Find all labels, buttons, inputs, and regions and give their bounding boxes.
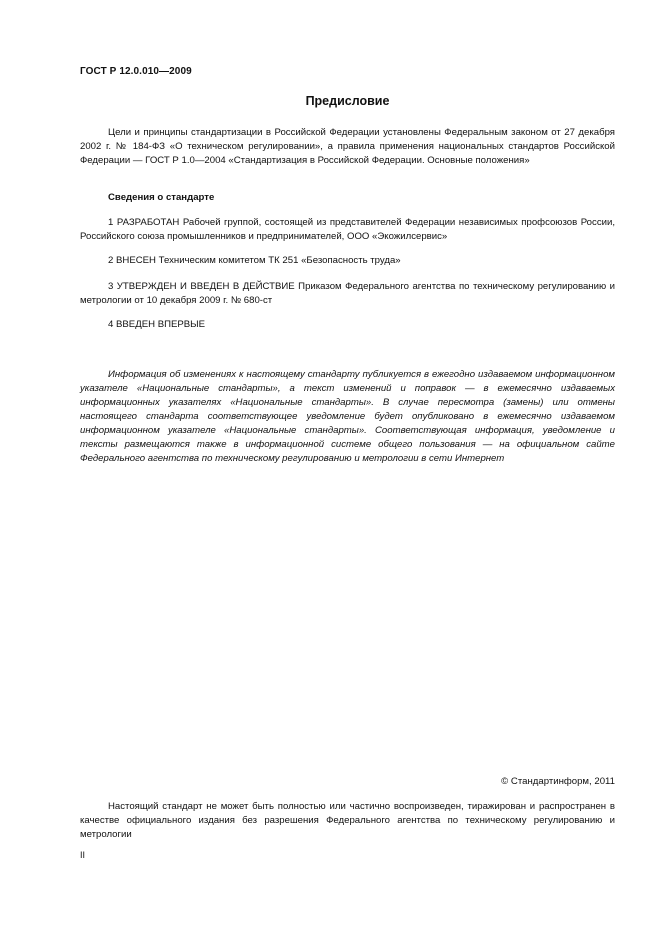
page-number: II — [80, 850, 86, 860]
copyright-line: © Стандартинформ, 2011 — [501, 776, 615, 787]
standard-item-4: 4 ВВЕДЕН ВПЕРВЫЕ — [108, 319, 206, 330]
document-header: ГОСТ Р 12.0.010—2009 — [80, 66, 192, 77]
notice-paragraph: Информация об изменениях к настоящему стандарту публикуется в ежегодно издаваемом информационном указателе «Национальные стандарты», а текст изменений и поправок — в ежемесячно издаваемых информационных указателях «Национальные стандарты». В случае пересмотра (замены) или отмены настоящего стандарта соответствующее уведомление будет опубликовано в ежемесячно издаваемом информационном указателе «Национальные стандарты». Соответствующая информация, уведомление и тексты размещаются также в информационной системе общего пользования — на официальном сайте Федерального агентства по техническому регулированию и метрологии в сети Интернет — [80, 369, 615, 464]
reproduction-notice: Настоящий стандарт не может быть полностью или частично воспроизведен, тиражирован и распространен в качестве официального издания без разрешения Федерального агентства по техническому регулированию и метрологии — [80, 801, 615, 840]
standard-item-1: 1 РАЗРАБОТАН Рабочей группой, состоящей из представителей Федерации независимых профсоюзов России, Российского союза промышленников и предпринимателей, ООО «Экожилсервис» — [80, 217, 615, 242]
standard-item-3: 3 УТВЕРЖДЕН И ВВЕДЕН В ДЕЙСТВИЕ Приказом Федерального агентства по техническому регулированию и метрологии от 10 декабря 2009 г. № 680-ст — [80, 281, 615, 306]
standard-item-2: 2 ВНЕСЕН Техническим комитетом ТК 251 «Безопасность труда» — [108, 255, 401, 266]
intro-paragraph: Цели и принципы стандартизации в Российской Федерации установлены Федеральным законом от 27 декабря 2002 г. № 184-ФЗ «О техническом регулировании», а правила применения национальных стандартов Российской Федерации — ГОСТ Р 1.0—2004 «Стандартизация в Российской Федерации. Основные положения» — [80, 127, 615, 166]
section-title: Сведения о стандарте — [108, 192, 215, 203]
page-title: Предисловие — [305, 94, 390, 108]
